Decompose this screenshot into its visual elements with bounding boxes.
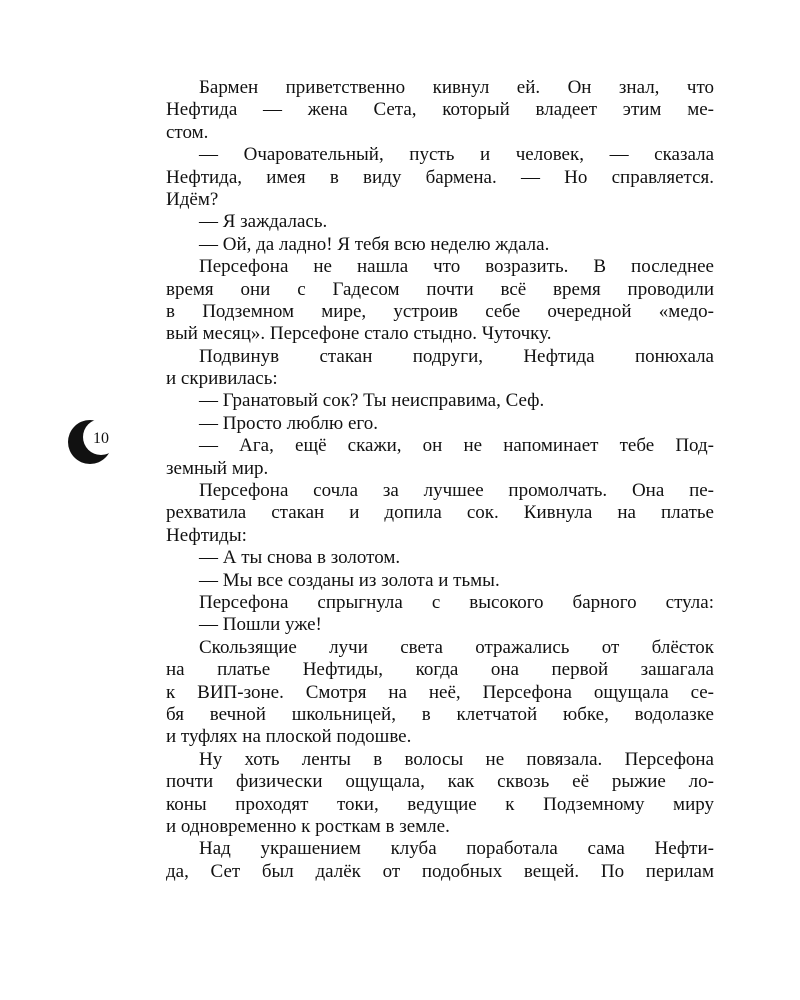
text-line: Над украшением клуба поработала сама Нефти-	[199, 838, 714, 860]
text-line: Идём?	[166, 188, 219, 210]
text-line: — Ой, да ладно! Я тебя всю неделю ждала.	[199, 233, 550, 255]
text-line: Нефтиды:	[166, 524, 247, 546]
text-line: вый месяц». Персефоне стало стыдно. Чуточку.	[166, 323, 552, 345]
text-line: — Просто люблю его.	[199, 412, 378, 434]
text-line: Нефтида, имея в виду бармена. — Но справляется.	[166, 166, 714, 188]
text-line: — А ты снова в золотом.	[199, 547, 401, 569]
page-number: 10	[93, 430, 109, 447]
text-line: — Я заждалась.	[199, 211, 328, 233]
text-line: да, Сет был далёк от подобных вещей. По перилам	[166, 860, 714, 882]
text-line: земный мир.	[166, 457, 269, 479]
text-line: Бармен приветственно кивнул ей. Он знал, что	[199, 77, 714, 98]
text-line: бя вечной школьницей, в клетчатой юбке, водолазке	[166, 703, 714, 725]
body-text	[166, 77, 714, 883]
text-line: Подвинув стакан подруги, Нефтида понюхала	[199, 345, 714, 367]
text-line: время они с Гадесом почти всё время проводили	[166, 278, 714, 300]
text-line: Скользящие лучи света отражались от блёсток	[199, 636, 714, 658]
text-line: — Гранатовый сок? Ты неисправима, Сеф.	[199, 390, 545, 412]
text-line: — Мы все созданы из золота и тьмы.	[199, 569, 500, 591]
text-line: и туфлях на плоской подошве.	[166, 726, 412, 748]
text-line: стом.	[166, 121, 209, 143]
text-line: к ВИП-зоне. Смотря на неё, Персефона ощущала се-	[166, 681, 714, 703]
text-line: коны проходят токи, ведущие к Подземному миру	[166, 793, 714, 815]
text-line: и одновременно к росткам в земле.	[166, 815, 450, 837]
text-line: — Ага, ещё скажи, он не напоминает тебе Под-	[199, 435, 714, 457]
text-line: Персефона сочла за лучшее промолчать. Она пе-	[199, 480, 714, 502]
text-line: в Подземном мире, устроив себе очередной «медо-	[166, 300, 714, 322]
text-line: Персефона спрыгнула с высокого барного стула:	[199, 591, 714, 613]
text-line: почти физически ощущала, как сквозь её рыжие ло-	[166, 771, 714, 793]
text-line: на платье Нефтиды, когда она первой зашагала	[166, 659, 714, 681]
text-line: рехватила стакан и допила сок. Кивнула на платье	[166, 502, 714, 524]
text-line: — Очаровательный, пусть и человек, — сказала	[199, 144, 714, 166]
text-line: Ну хоть ленты в волосы не повязала. Персефона	[199, 748, 714, 770]
text-line: — Пошли уже!	[199, 614, 322, 636]
text-line: Персефона не нашла что возразить. В последнее	[199, 256, 714, 278]
text-line: и скривилась:	[166, 368, 278, 390]
text-line: Нефтида — жена Сета, который владеет этим ме-	[166, 99, 714, 121]
